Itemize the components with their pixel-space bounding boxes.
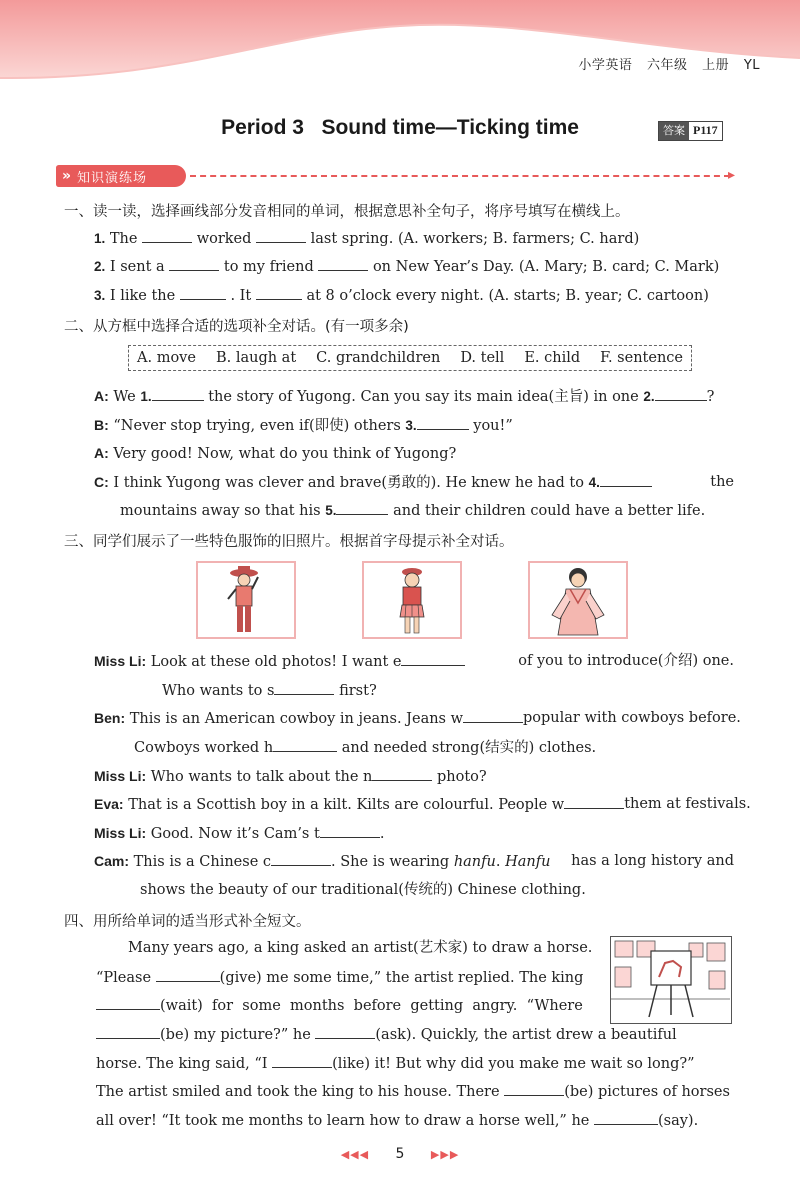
blank[interactable] xyxy=(417,415,469,430)
artist-easel-picture xyxy=(610,936,732,1024)
blank[interactable] xyxy=(320,823,380,838)
blank[interactable] xyxy=(274,680,334,695)
blank[interactable] xyxy=(169,256,219,271)
option-a: A. move xyxy=(137,350,196,366)
answer-page: P117 xyxy=(693,123,718,137)
banner-dashed-line xyxy=(190,175,730,177)
blank[interactable] xyxy=(600,472,652,487)
blank[interactable] xyxy=(272,1053,332,1068)
blank[interactable] xyxy=(463,708,523,723)
page-footer xyxy=(0,1146,800,1162)
hanfu-girl-photo xyxy=(528,561,628,639)
double-arrow-icon: » xyxy=(62,168,72,184)
s2-line-4: C: I think Yugong was clever and brave(勇敢的). He knew he had to 4. the xyxy=(94,474,734,491)
blank[interactable] xyxy=(372,766,432,781)
blank[interactable] xyxy=(594,1110,658,1125)
blank[interactable] xyxy=(315,1024,375,1039)
section2-heading: 二、从方框中选择合适的选项补全对话。(有一项多余) xyxy=(64,319,409,335)
option-d: D. tell xyxy=(460,350,505,366)
volume-label: 上册 xyxy=(702,58,730,73)
header-band xyxy=(0,0,800,90)
s3-line-1: Miss Li: Look at these old photos! I want e of you to introduce(介绍) one. xyxy=(94,653,734,670)
blank[interactable] xyxy=(96,1024,160,1039)
edition-label: YL xyxy=(743,58,760,73)
banner-arrow-icon: ▸ xyxy=(728,167,736,183)
option-e: E. child xyxy=(524,350,581,366)
section3-heading: 三、同学们展示了一些特色服饰的旧照片。根据首字母提示补全对话。 xyxy=(64,534,514,550)
page-number: 5 xyxy=(395,1146,405,1162)
blank[interactable] xyxy=(336,500,388,515)
s3-line-2: Who wants to s first? xyxy=(162,680,377,701)
banner-tag xyxy=(56,165,186,187)
s4-line-6: The artist smiled and took the king to his house. There (be) pictures of horses xyxy=(96,1081,732,1102)
s1-item-2: 2. I sent a to my friend on New Year’s Day. (A. Mary; B. card; C. Mark) xyxy=(94,256,719,277)
s2-line-5: mountains away so that his 5. and their children could have a better life. xyxy=(120,500,705,521)
s3-line-3: Ben: This is an American cowboy in jeans. Jeans w popular with cowboys before. xyxy=(94,710,741,727)
blank[interactable] xyxy=(655,386,707,401)
blank[interactable] xyxy=(504,1081,564,1096)
subject-label: 小学英语 xyxy=(578,58,633,73)
right-arrows-icon: ▶▶▶ xyxy=(430,1148,460,1161)
left-arrows-icon: ◀◀◀ xyxy=(340,1148,370,1161)
s3-line-4: Cowboys worked h and needed strong(结实的) clothes. xyxy=(134,737,596,758)
s3-line-9: shows the beauty of our traditional(传统的) Chinese clothing. xyxy=(140,882,586,898)
s3-line-5: Miss Li: Who wants to talk about the n photo? xyxy=(94,768,487,785)
blank[interactable] xyxy=(271,851,331,866)
s3-line-7: Miss Li: Good. Now it’s Cam’s t . xyxy=(94,825,385,842)
blank[interactable] xyxy=(256,228,306,243)
option-c: C. grandchildren xyxy=(316,350,441,366)
blank[interactable] xyxy=(156,967,220,982)
option-b: B. laugh at xyxy=(215,350,297,366)
scottish-boy-photo xyxy=(362,561,462,639)
answer-label: 答案 xyxy=(659,122,689,140)
cowboy-photo xyxy=(196,561,296,639)
blank[interactable] xyxy=(96,995,160,1010)
s2-line-2: B: “Never stop trying, even if(即使) others 3. you!” xyxy=(94,417,513,434)
s4-line-1: Many years ago, a king asked an artist(艺术家) to draw a horse. xyxy=(128,940,593,956)
blank[interactable] xyxy=(180,285,226,300)
s1-item-3: 3. I like the . It at 8 o’clock every night. (A. starts; B. year; C. cartoon) xyxy=(94,285,709,306)
option-box xyxy=(128,345,692,371)
s4-line-3: (wait) for some months before getting angry. “Where xyxy=(96,995,583,1016)
grade-label: 六年级 xyxy=(647,58,688,73)
page-title: Period 3 Sound time—Ticking time xyxy=(221,116,579,139)
option-f: F. sentence xyxy=(600,350,683,366)
s4-line-2: “Please (give) me some time,” the artist replied. The king xyxy=(96,967,583,988)
s4-line-5: horse. The king said, “I (like) it! But why did you make me wait so long?” xyxy=(96,1053,732,1074)
s3-line-6: Eva: That is a Scottish boy in a kilt. Kilts are colourful. People w them at festivals. xyxy=(94,796,751,813)
s1-item-1: 1. The worked last spring. (A. workers; B. farmers; C. hard) xyxy=(94,228,639,249)
banner-label: 知识演练场 xyxy=(77,170,148,186)
s2-line-3: A: Very good! Now, what do you think of Yugong? xyxy=(94,445,457,462)
section-banner xyxy=(56,165,746,189)
blank[interactable] xyxy=(152,386,204,401)
blank[interactable] xyxy=(142,228,192,243)
answer-reference[interactable] xyxy=(658,121,723,141)
blank[interactable] xyxy=(318,256,368,271)
blank[interactable] xyxy=(564,794,624,809)
s2-line-1: A: We 1. the story of Yugong. Can you say its main idea(主旨) in one 2. ? xyxy=(94,388,715,405)
blank[interactable] xyxy=(273,737,337,752)
book-info xyxy=(568,54,760,73)
section4-heading: 四、用所给单词的适当形式补全短文。 xyxy=(64,914,311,930)
s4-line-7: all over! “It took me months to learn how to draw a horse well,” he (say). xyxy=(96,1110,698,1131)
blank[interactable] xyxy=(401,651,465,666)
s4-line-4: (be) my picture?” he (ask). Quickly, the artist drew a beautiful xyxy=(96,1024,732,1045)
section1-heading: 一、读一读，选择画线部分发音相同的单词，根据意思补全句子，将序号填写在横线上。 xyxy=(64,204,630,220)
s3-line-8: Cam: This is a Chinese c . She is wearing hanfu. Hanfu has a long history and xyxy=(94,853,734,870)
blank[interactable] xyxy=(256,285,302,300)
